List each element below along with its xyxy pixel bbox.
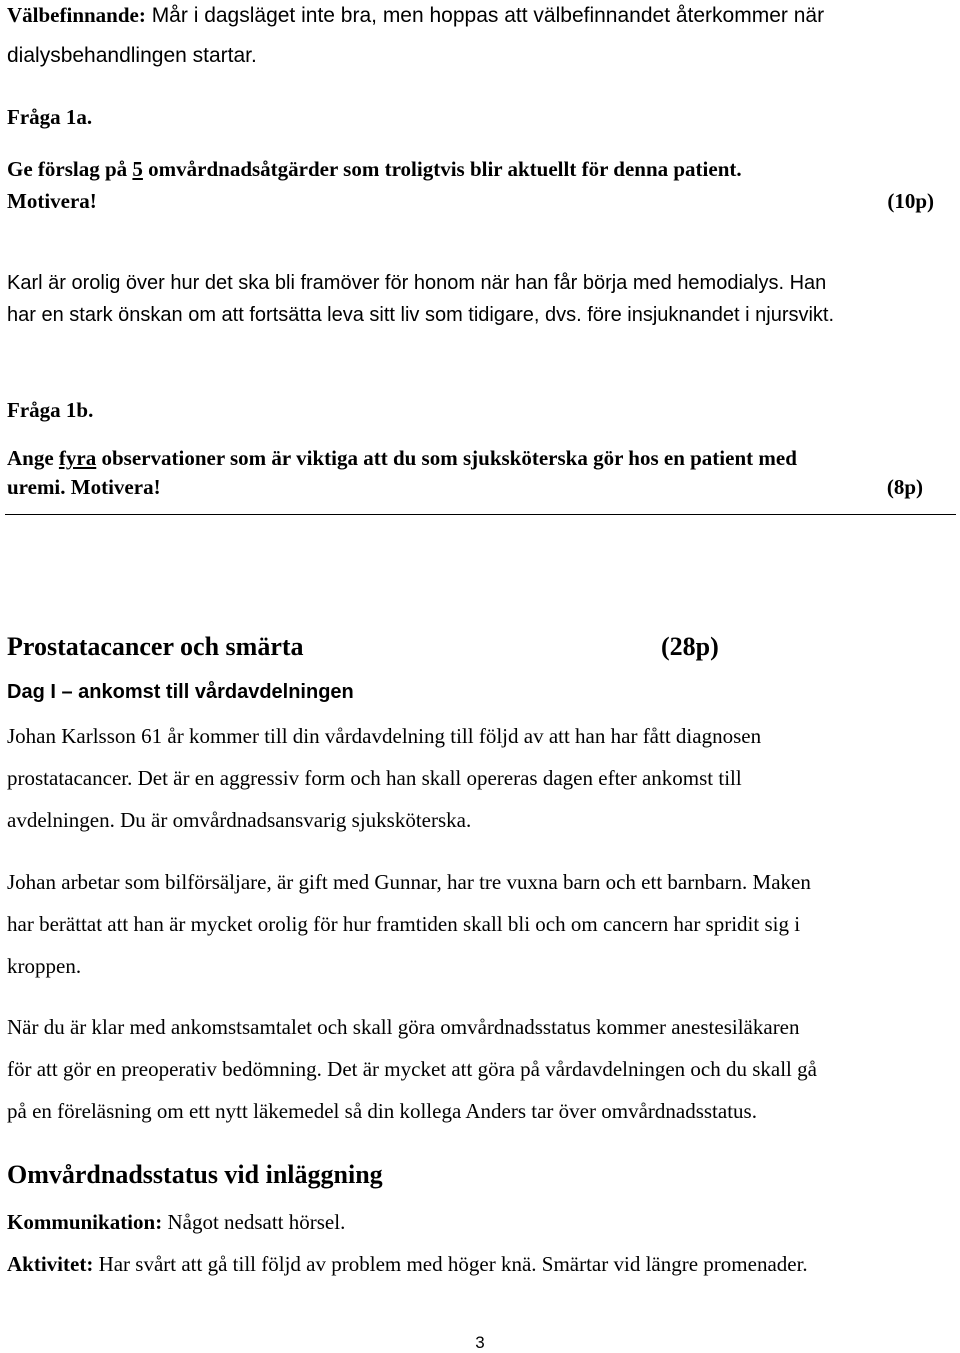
paragraph-3-line-2: för att gör en preoperativ bedömning. Det är mycket att göra på vårdavdelningen och du skall gå	[7, 1057, 817, 1081]
question-1b-line-2	[7, 475, 161, 500]
question-1b-motivate: Motivera!	[70, 475, 161, 499]
question-1b-task-number: fyra	[58, 446, 97, 470]
status-communication-label: Kommunikation:	[7, 1210, 163, 1234]
wellbeing-line-2: dialysbehandlingen startar.	[7, 44, 257, 67]
question-1b-task-pre: Ange	[7, 446, 59, 470]
wellbeing-label: Välbefinnande:	[7, 3, 146, 27]
paragraph-3-line-3: på en föreläsning om ett nytt läkemedel så din kollega Anders tar över omvårdnadsstatus.	[7, 1099, 757, 1123]
section-title: Prostatacancer och smärta	[7, 632, 304, 661]
question-1a-text-1: Karl är orolig över hur det ska bli framöver för honom när han får börja med hemodialys. Han	[7, 272, 827, 294]
question-1a-task-post: omvårdnadsåtgärder som troligtvis blir aktuellt för denna patient.	[142, 157, 742, 181]
question-1b-task-post: observationer som är viktiga att du som sjuksköterska gör hos en patient med	[96, 446, 797, 470]
question-1a-text-2: har en stark önskan om att fortsätta leva sitt liv som tidigare, dvs. före insjuknandet i njursvikt.	[7, 304, 835, 326]
paragraph-1-line-2: prostatacancer. Det är en aggressiv form och han skall opereras dagen efter ankomst till	[7, 766, 742, 790]
question-1a-motivate: Motivera!	[7, 189, 97, 213]
question-1a-task-pre: Ge förslag på	[7, 157, 133, 181]
status-activity-label: Aktivitet:	[7, 1252, 94, 1276]
question-1b-task-line-2: uremi.	[7, 475, 66, 499]
wellbeing-text-1: Mår i dagsläget inte bra, men hoppas att välbefinnandet återkommer när	[145, 4, 825, 27]
paragraph-1-line-3: avdelningen. Du är omvårdnadsansvarig sjuksköterska.	[7, 808, 472, 832]
question-1b-points: (8p)	[886, 475, 923, 499]
question-1a-heading: Fråga 1a.	[7, 105, 93, 129]
section-points: (28p)	[661, 632, 719, 661]
paragraph-3-line-1: När du är klar med ankomstsamtalet och skall göra omvårdnadsstatus kommer anestesiläkaren	[7, 1015, 800, 1039]
status-communication	[7, 1210, 345, 1235]
question-1a-points: (10p)	[887, 189, 934, 213]
status-activity-text: Har svårt att gå till följd av problem med höger knä. Smärtar vid längre promenader.	[93, 1252, 808, 1276]
answer-divider-line	[5, 514, 956, 515]
question-1a-task-number: 5	[132, 157, 143, 181]
section-subheading: Dag I – ankomst till vårdavdelningen	[7, 681, 354, 703]
paragraph-2-line-3: kroppen.	[7, 954, 82, 978]
status-activity	[7, 1252, 808, 1277]
paragraph-2-line-1: Johan arbetar som bilförsäljare, är gift med Gunnar, har tre vuxna barn och ett barnbarn. Maken	[7, 870, 811, 894]
question-1b-task	[7, 446, 797, 471]
wellbeing-line-1	[7, 3, 824, 28]
status-title: Omvårdnadsstatus vid inläggning	[7, 1160, 383, 1189]
status-communication-text: Något nedsatt hörsel.	[162, 1210, 346, 1234]
page-number: 3	[475, 1333, 485, 1352]
paragraph-1-line-1: Johan Karlsson 61 år kommer till din vårdavdelning till följd av att han har fått diagnosen	[7, 724, 762, 748]
question-1b-heading: Fråga 1b.	[7, 398, 94, 422]
paragraph-2-line-2: har berättat att han är mycket orolig för hur framtiden skall bli och om cancern har spridit sig i	[7, 912, 801, 936]
question-1a-task	[7, 157, 742, 182]
